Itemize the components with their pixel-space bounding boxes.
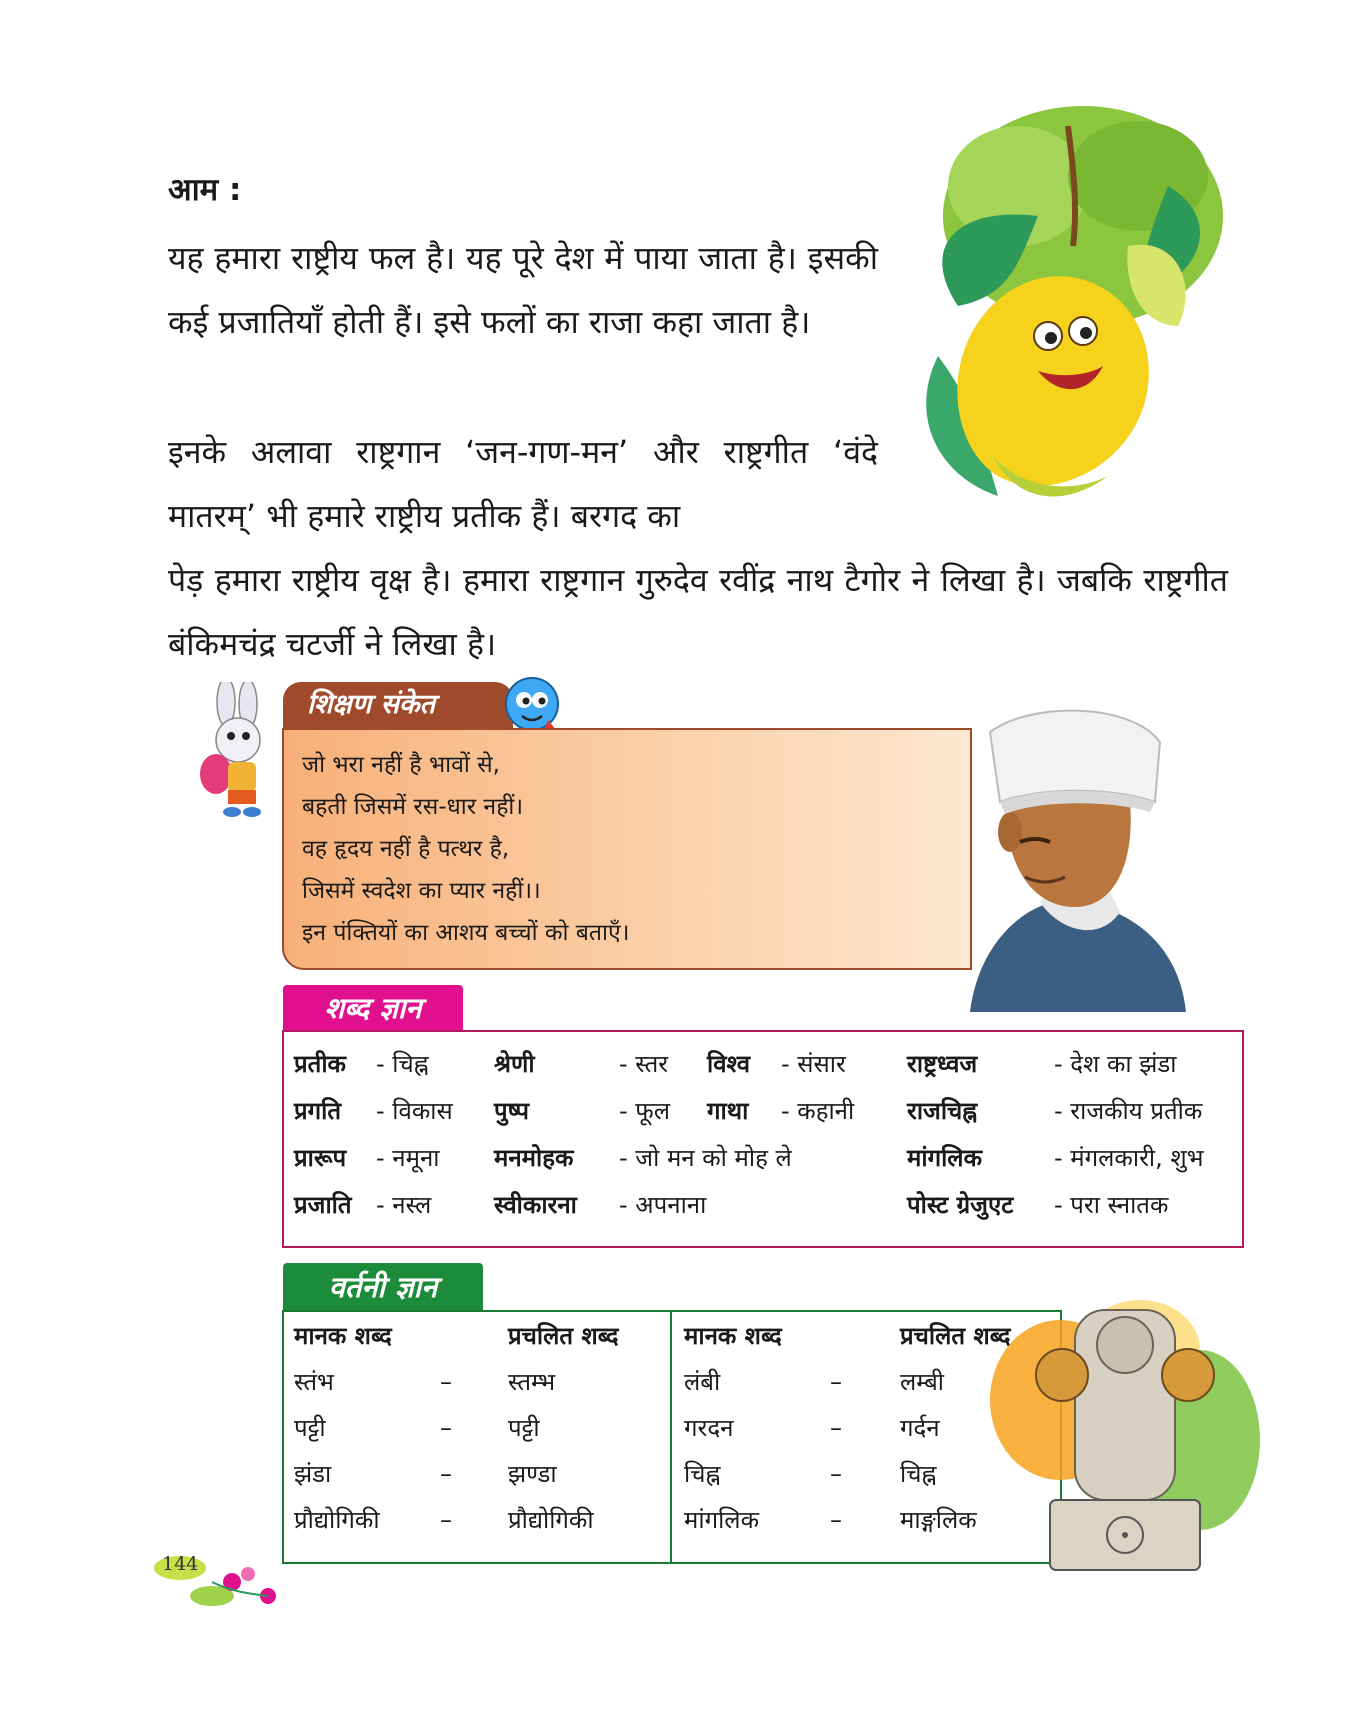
vocab-meaning: - स्तर	[619, 1050, 669, 1078]
standard-word: प्रौद्योगिकी	[294, 1506, 380, 1534]
row-dash: –	[440, 1368, 452, 1396]
vocab-meaning: - नमूना	[376, 1144, 440, 1172]
page-number: 144	[162, 1553, 199, 1575]
poet-portrait-illustration	[950, 692, 1190, 1012]
bunny-illustration	[186, 682, 286, 822]
national-symbols-paragraph-continued: पेड़ हमारा राष्ट्रीय वृक्ष है। हमारा राष्ट्रगान गुरुदेव रवींद्र नाथ टैगोर ने लिखा है। जबकि राष्ट्रगीत बंकिमचंद्र चटर्जी ने लिखा है।	[168, 561, 1228, 663]
ashoka-emblem-illustration	[990, 1290, 1260, 1590]
common-word: स्तम्भ	[508, 1368, 556, 1396]
tip-line: जिसमें स्वदेश का प्यार नहीं।।	[302, 878, 541, 904]
national-symbols-paragraph: इनके अलावा राष्ट्रगान ‘जन-गण-मन’ और राष्ट्रगीत ‘वंदे मातरम्’ भी हमारे राष्ट्रीय प्रतीक हैं। बरगद का	[168, 433, 878, 535]
row-dash: –	[830, 1414, 842, 1442]
vocab-term: मनमोहक	[494, 1144, 574, 1172]
vocab-meaning: - विकास	[376, 1097, 453, 1125]
standard-word: झंडा	[294, 1460, 332, 1488]
mango-heading: आम :	[168, 172, 242, 208]
vocab-term: पोस्ट ग्रेजुएट	[907, 1191, 1014, 1219]
mango-illustration	[898, 96, 1228, 536]
vocab-meaning: - देश का झंडा	[1054, 1050, 1177, 1078]
header-common-word: प्रचलित शब्द	[900, 1322, 1011, 1350]
row-dash: –	[830, 1506, 842, 1534]
vocab-meaning: - फूल	[619, 1097, 671, 1125]
vocab-term: राष्ट्रध्वज	[907, 1050, 978, 1078]
vocab-meaning: - परा स्नातक	[1054, 1191, 1169, 1219]
vocab-meaning: - राजकीय प्रतीक	[1054, 1097, 1203, 1125]
standard-word: पट्टी	[294, 1414, 326, 1442]
vocab-term: श्रेणी	[494, 1050, 535, 1078]
tip-line: बहती जिसमें रस-धार नहीं।	[302, 794, 524, 820]
row-dash: –	[440, 1460, 452, 1488]
common-word: माङ्गलिक	[900, 1506, 977, 1534]
vocab-term: स्वीकारना	[494, 1191, 577, 1219]
common-word: झण्डा	[508, 1460, 557, 1488]
spelling-table-divider	[670, 1310, 672, 1564]
row-dash: –	[830, 1368, 842, 1396]
mango-paragraph: यह हमारा राष्ट्रीय फल है। यह पूरे देश में पाया जाता है। इसकी कई प्रजातियाँ होती हैं। इसे फलों का राजा कहा जाता है।	[168, 239, 878, 341]
vocab-term: प्रजाति	[294, 1191, 352, 1219]
standard-word: गरदन	[684, 1414, 734, 1442]
vocab-meaning: - संसार	[781, 1050, 846, 1078]
vocab-term: प्रारूप	[294, 1144, 347, 1172]
header-common-word: प्रचलित शब्द	[508, 1322, 619, 1350]
standard-word: लंबी	[684, 1368, 721, 1396]
common-word: पट्टी	[508, 1414, 540, 1442]
standard-word: मांगलिक	[684, 1506, 759, 1534]
tip-instruction: इन पंक्तियों का आशय बच्चों को बताएँ।	[302, 920, 630, 946]
common-word: प्रौद्योगिकी	[508, 1506, 594, 1534]
teaching-tip-tab: शिक्षण संकेत	[283, 682, 513, 728]
header-standard-word: मानक शब्द	[294, 1322, 392, 1350]
vocab-term: गाथा	[707, 1097, 749, 1125]
vocab-meaning: - जो मन को मोह ले	[619, 1144, 792, 1172]
common-word: गर्दन	[900, 1414, 940, 1442]
tip-line: वह हृदय नहीं है पत्थर है,	[302, 836, 510, 862]
vocab-term: मांगलिक	[907, 1144, 982, 1172]
vocab-term: प्रगति	[294, 1097, 342, 1125]
teaching-tip-box	[282, 728, 972, 970]
standard-word: स्तंभ	[294, 1368, 334, 1396]
vocab-term: प्रतीक	[294, 1050, 346, 1078]
vocab-meaning: - नस्ल	[376, 1191, 432, 1219]
row-dash: –	[440, 1414, 452, 1442]
tip-line: जो भरा नहीं है भावों से,	[302, 752, 500, 778]
common-word: लम्बी	[900, 1368, 944, 1396]
vartani-gyan-tab: वर्तनी ज्ञान	[283, 1263, 483, 1311]
common-word: चिह्न	[900, 1460, 937, 1488]
header-standard-word: मानक शब्द	[684, 1322, 782, 1350]
vocab-term: विश्व	[707, 1050, 751, 1078]
vocab-term: पुष्प	[494, 1097, 529, 1125]
shabd-gyan-tab: शब्द ज्ञान	[283, 985, 463, 1031]
vocab-term: राजचिह्न	[907, 1097, 978, 1125]
row-dash: –	[830, 1460, 842, 1488]
vocab-meaning: - मंगलकारी, शुभ	[1054, 1144, 1204, 1172]
vocabulary-box	[282, 1030, 1244, 1248]
vocab-meaning: - कहानी	[781, 1097, 855, 1125]
row-dash: –	[440, 1506, 452, 1534]
vocab-meaning: - चिह्न	[376, 1050, 429, 1078]
standard-word: चिह्न	[684, 1460, 721, 1488]
vocab-meaning: - अपनाना	[619, 1191, 707, 1219]
